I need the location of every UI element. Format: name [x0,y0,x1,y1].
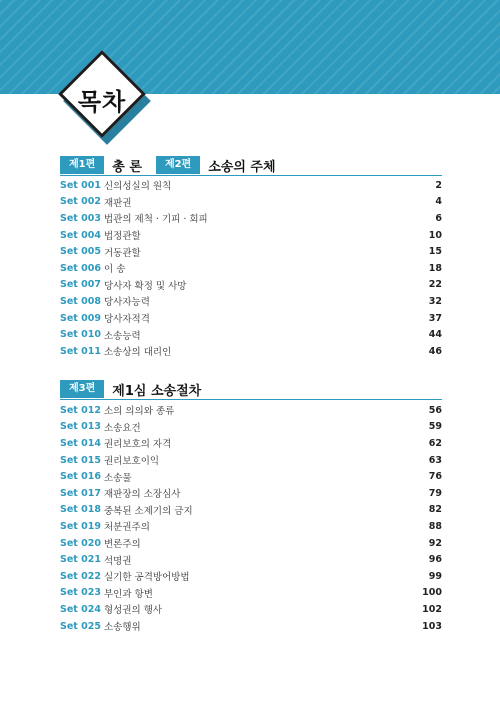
toc-row[interactable] [60,419,442,436]
page-number: 63 [428,454,442,466]
entry-title: 당사자 확정 및 사망 [104,280,187,292]
page-number: 59 [428,421,442,433]
toc-row[interactable] [60,551,442,568]
entry-title: 실기한 공격방어방법 [104,572,190,584]
set-number: Set 025 [60,620,101,632]
toc-row[interactable] [60,402,442,419]
set-number: Set 022 [60,570,101,582]
toc-row[interactable] [60,227,442,244]
entry-title: 재판장의 소장심사 [104,489,181,501]
toc-row[interactable] [60,468,442,485]
set-number: Set 014 [60,437,101,449]
entry-title: 재판권 [104,197,132,209]
toc-row[interactable] [60,568,442,585]
toc-row[interactable] [60,535,442,552]
set-number: Set 011 [60,345,101,357]
entry-title: 소송상의 대리인 [104,347,172,359]
page-number: 10 [428,229,442,241]
entry-title: 권리보호의 자격 [104,439,172,451]
entry-title: 신의성실의 원칙 [104,181,172,193]
toc-row[interactable] [60,277,442,294]
page-number: 79 [428,487,442,499]
set-number: Set 019 [60,520,101,532]
set-number: Set 021 [60,554,101,566]
page-number: 92 [428,537,442,549]
toc-row[interactable] [60,618,442,635]
set-number: Set 005 [60,246,101,258]
page-number: 88 [428,520,442,532]
entry-title: 소송능력 [104,330,141,342]
toc-row[interactable] [60,326,442,343]
set-number: Set 024 [60,603,101,615]
page-number: 56 [428,404,442,416]
set-number: Set 023 [60,587,101,599]
page-number: 4 [435,196,442,208]
page-number: 100 [422,587,442,599]
entry-title: 소송물 [104,472,132,484]
set-number: Set 015 [60,454,101,466]
toc-row[interactable] [60,601,442,618]
section-rule-1 [60,175,442,176]
section-heading-1 [60,156,290,174]
toc-row[interactable] [60,210,442,227]
page-number: 6 [435,212,442,224]
set-number: Set 007 [60,279,101,291]
toc-row[interactable] [60,243,442,260]
entry-title: 소의 의의와 종류 [104,406,175,418]
toc-row[interactable] [60,585,442,602]
part-title-1: 총 론 [112,159,142,175]
entry-title: 이 송 [104,264,126,276]
page-title: 목차 [77,88,127,116]
toc-row[interactable] [60,502,442,519]
set-number: Set 018 [60,504,101,516]
page-number: 96 [428,554,442,566]
set-number: Set 013 [60,421,101,433]
part-chip-2: 제2편 [156,156,200,174]
page-number: 102 [422,603,442,615]
set-number: Set 003 [60,212,101,224]
set-number: Set 006 [60,262,101,274]
part-title-2: 소송의 주체 [208,159,276,175]
entry-title: 형성권의 행사 [104,605,163,617]
page-number: 76 [428,471,442,483]
set-number: Set 002 [60,196,101,208]
page-number: 82 [428,504,442,516]
page-number: 46 [428,345,442,357]
section-heading-2 [60,380,215,398]
entry-title: 부인과 항변 [104,588,153,600]
entry-title: 법관의 제척 · 기피 · 회피 [104,214,208,226]
entry-title: 소송행위 [104,622,141,634]
part-title-3: 제1심 소송절차 [112,383,202,399]
entry-title: 석명권 [104,555,132,567]
page-number: 22 [428,279,442,291]
set-number: Set 012 [60,404,101,416]
set-number: Set 016 [60,471,101,483]
toc-row[interactable] [60,177,442,194]
entry-title: 중복된 소제기의 금지 [104,505,193,517]
page-number: 44 [428,329,442,341]
page-number: 15 [428,246,442,258]
toc-row[interactable] [60,518,442,535]
toc-row[interactable] [60,310,442,327]
entry-title: 변론주의 [104,539,141,551]
entry-title: 거동관할 [104,247,141,259]
page-number: 62 [428,437,442,449]
toc-list-1 [60,177,442,360]
page-number: 32 [428,295,442,307]
part-chip-3: 제3편 [60,380,104,398]
section-rule-2 [60,399,442,400]
set-number: Set 020 [60,537,101,549]
entry-title: 처분권주의 [104,522,150,534]
toc-row[interactable] [60,435,442,452]
entry-title: 당사자능력 [104,297,150,309]
set-number: Set 017 [60,487,101,499]
page-number: 18 [428,262,442,274]
entry-title: 권리보호이익 [104,456,160,468]
page-number: 103 [422,620,442,632]
part-chip-1: 제1편 [60,156,104,174]
toc-row[interactable] [60,485,442,502]
set-number: Set 008 [60,295,101,307]
entry-title: 법정관할 [104,231,141,243]
set-number: Set 009 [60,312,101,324]
entry-title: 소송요건 [104,422,141,434]
page-number: 2 [435,179,442,191]
toc-row[interactable] [60,293,442,310]
page-number: 99 [428,570,442,582]
toc-row[interactable] [60,452,442,469]
toc-row[interactable] [60,260,442,277]
page-number: 37 [428,312,442,324]
set-number: Set 001 [60,179,101,191]
toc-list-2 [60,402,442,634]
entry-title: 당사자적격 [104,314,150,326]
toc-row[interactable] [60,343,442,360]
toc-row[interactable] [60,194,442,211]
title-badge [58,52,154,148]
set-number: Set 010 [60,329,101,341]
set-number: Set 004 [60,229,101,241]
